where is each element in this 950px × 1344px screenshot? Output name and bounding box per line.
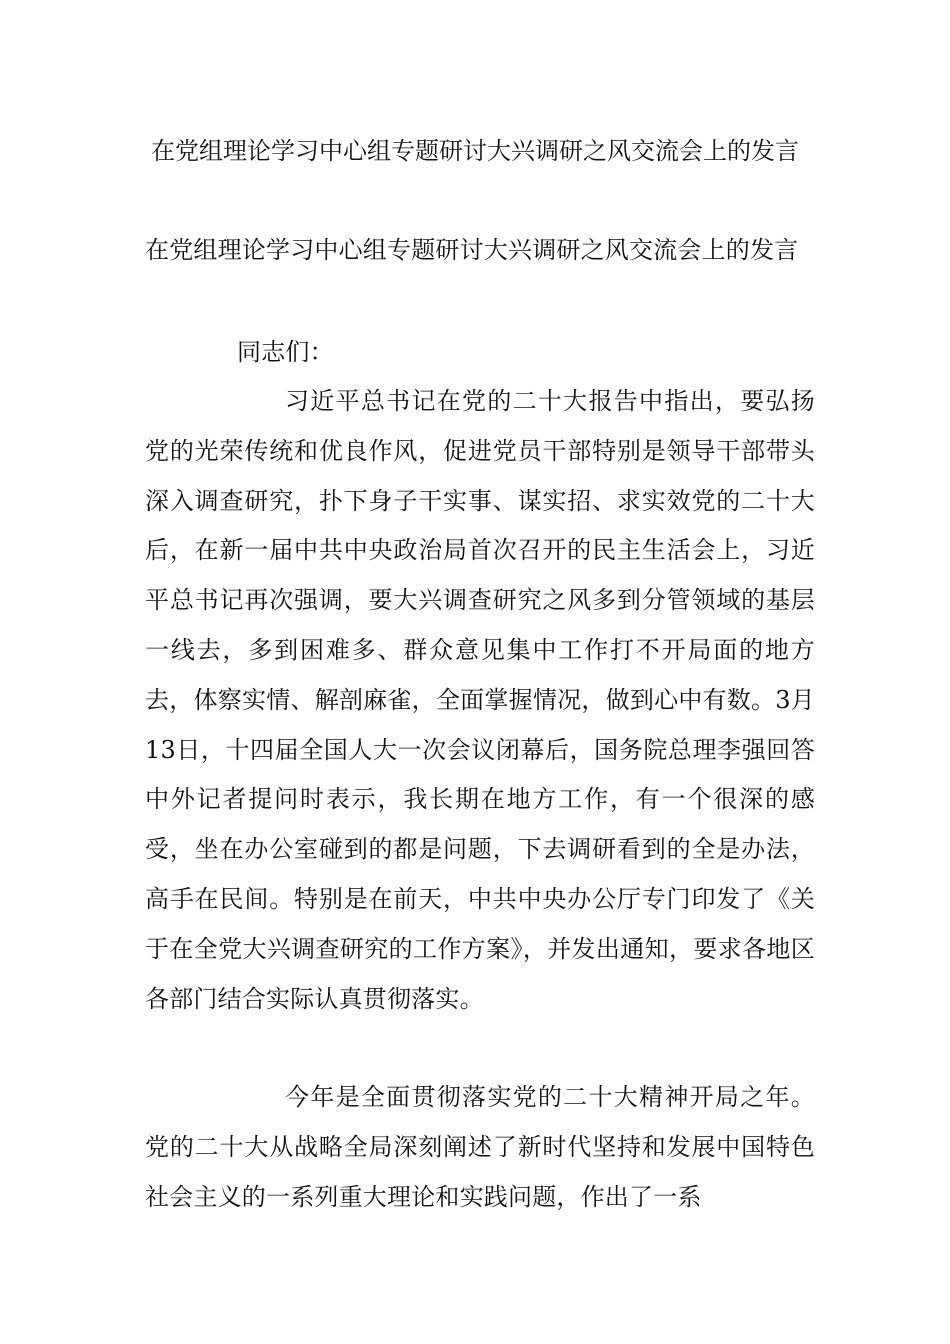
document-subtitle: 在党组理论学习中心组专题研讨大兴调研之风交流会上的发言 — [145, 236, 799, 264]
body-paragraph-2: 今年是全面贯彻落实党的二十大精神开局之年。党的二十大从战略全局深刻阐述了新时代坚持和发展中国特色社会主义的一系列重大理论和实践问题，作出了一系 — [145, 1083, 815, 1211]
salutation: 同志们： — [237, 338, 334, 366]
body-paragraph-1: 习近平总书记在党的二十大报告中指出，要弘扬党的光荣传统和优良作风，促进党员干部特别是领导干部带头深入调查研究，扑下身子干实事、谋实招、求实效党的二十大后，在新一届中共中央政治局首次召开的民主生活会上，习近平总书记再次强调，要大兴调查研究之风多到分管领域的基层一线去，多到困难多、群众意见集中工作打不开局面的地方去，体察实情、解剖麻雀，全面掌握情况，做到心中有数。3月13日，十四届全国人大一次会议闭幕后，国务院总理李强回答中外记者提问时表示，我长期在地方工作，有一个很深的感受，坐在办公室碰到的都是问题，下去调研看到的全是办法，高手在民间。特别是在前天，中共中央办公厅专门印发了《关于在全党大兴调查研究的工作方案》，并发出通知，要求各地区各部门结合实际认真贯彻落实。 — [145, 387, 815, 1013]
document-title: 在党组理论学习中心组专题研讨大兴调研之风交流会上的发言 — [151, 137, 799, 165]
